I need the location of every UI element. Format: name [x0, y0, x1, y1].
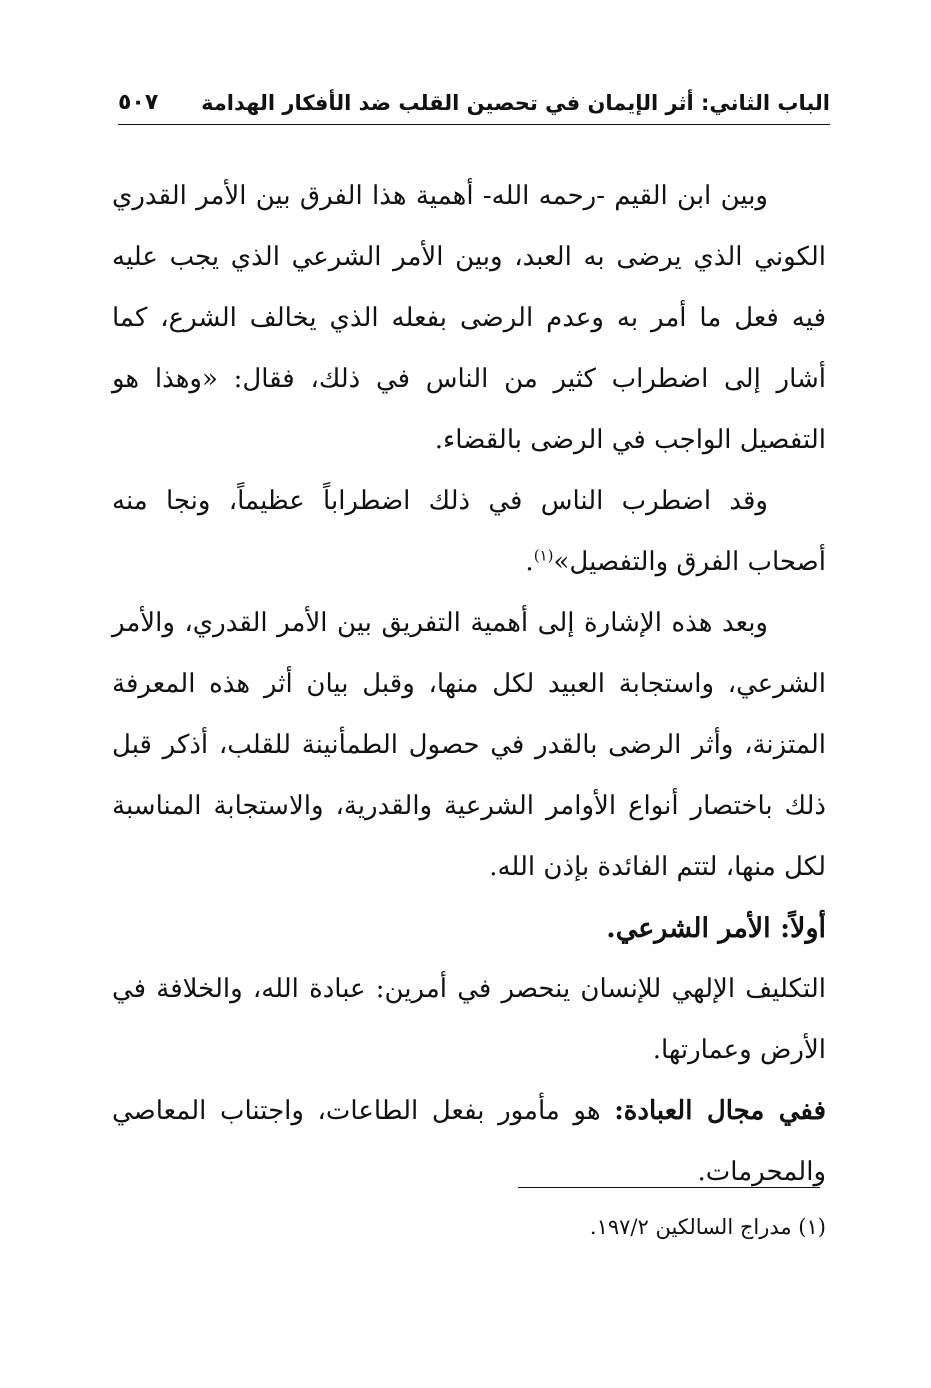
paragraph-2-end: .: [525, 547, 534, 577]
paragraph-5-lead: ففي مجال العبادة:: [614, 1096, 826, 1126]
footnote-separator: [518, 1187, 820, 1188]
header-title: الباب الثاني: أثر الإيمان في تحصين القلب ضد الأفكار الهدامة: [201, 90, 830, 115]
paragraph-1: وبين ابن القيم -رحمه الله- أهمية هذا الفرق بين الأمر القدري الكوني الذي يرضى به العبد، وبين الأمر الشرعي الذي يجب عليه فيه فعل ما أمر به وعدم الرضى بفعله الذي يخالف الشرع، كما أشار إلى اضطراب كثير من الناس في ذلك، فقال: «وهذا هو التفصيل الواجب في الرضى بالقضاء.: [112, 181, 826, 455]
section-heading: أولاً: الأمر الشرعي.: [606, 913, 826, 944]
paragraph-2: [112, 471, 826, 593]
footnote: (١) مدراج السالكين ١٩٧/٢.: [589, 1215, 826, 1239]
paragraph-2-text: وقد اضطرب الناس في ذلك اضطراباً عظيماً، ونجا منه أصحاب الفرق والتفصيل»: [112, 486, 826, 577]
paragraph-4: التكليف الإلهي للإنسان ينحصر في أمرين: عبادة الله، والخلافة في الأرض وعمارتها.: [112, 974, 826, 1065]
paragraph-5-rest: هو مأمور بفعل الطاعات، واجتناب المعاصي والمحرمات.: [112, 1096, 826, 1187]
footnote-reference[interactable]: (١): [533, 546, 554, 565]
paragraph-5: [112, 1081, 826, 1203]
paragraph-3: وبعد هذه الإشارة إلى أهمية التفريق بين الأمر القدري، والأمر الشرعي، واستجابة العبيد لكل منها، وقبل بيان أثر هذه المعرفة المتزنة، وأثر الرضى بالقدر في حصول الطمأنينة للقلب، أذكر قبل ذلك باختصار أنواع الأوامر الشرعية والقدرية، والاستجابة المناسبة لكل منها، لتتم الفائدة بإذن الله.: [112, 608, 826, 882]
running-header: [118, 82, 830, 125]
main-text: [112, 166, 826, 1203]
page-number: ٥٠٧: [118, 90, 159, 115]
